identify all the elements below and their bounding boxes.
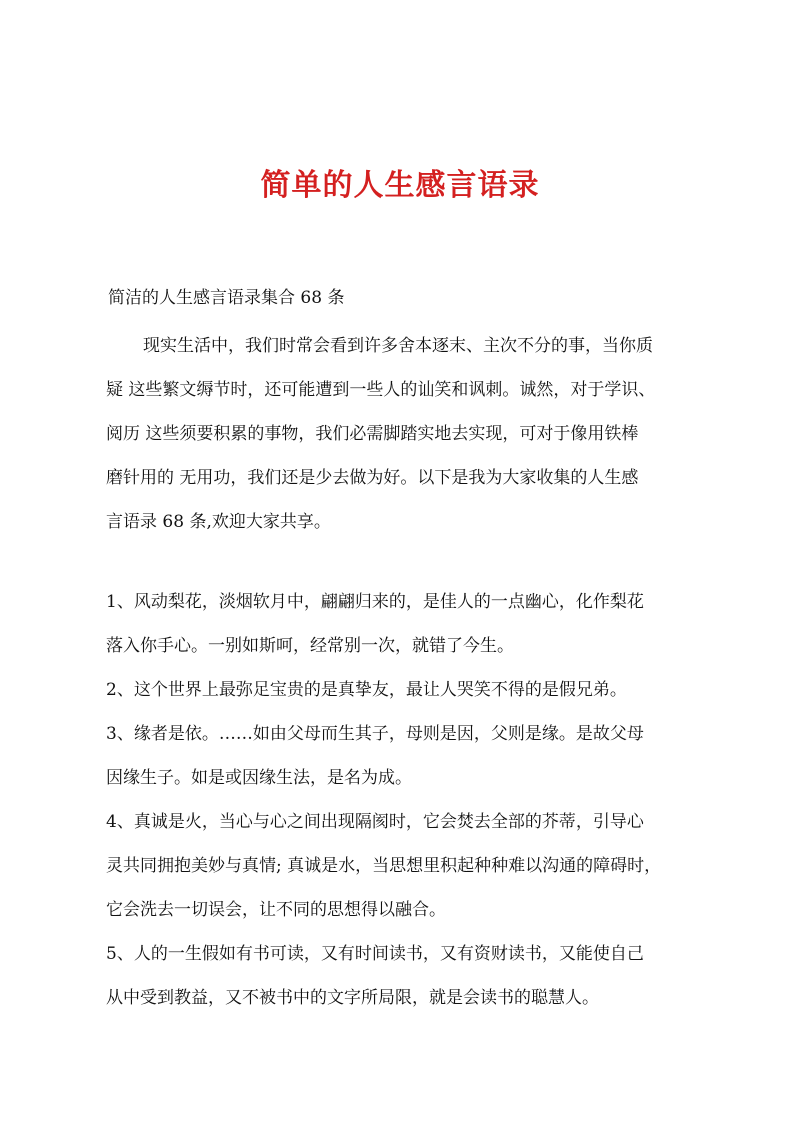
intro-paragraph bbox=[106, 324, 706, 544]
intro-line: 现实生活中，我们时常会看到许多舍本逐末、主次不分的事，当你质 bbox=[143, 336, 653, 356]
quote-line: 5、人的一生假如有书可读，又有时间读书，又有资财读书，又能使自己 bbox=[106, 944, 644, 964]
quote-line: 从中受到教益，又不被书中的文字所局限，就是会读书的聪慧人。 bbox=[106, 988, 599, 1008]
intro-line: 磨针用的 无用功，我们还是少去做为好。以下是我为大家收集的人生感 bbox=[106, 468, 639, 488]
document-subtitle: 简洁的人生感言语录集合 68 条 bbox=[108, 288, 345, 308]
document-title: 简单的人生感言语录 bbox=[260, 168, 540, 203]
quote-line: 4、真诚是火，当心与心之间出现隔阂时，它会焚去全部的芥蒂，引导心 bbox=[106, 812, 644, 832]
intro-line: 疑 这些繁文缛节时，还可能遭到一些人的讪笑和讽刺。诚然，对于学识、 bbox=[106, 380, 656, 400]
quote-line: 落入你手心。一别如斯呵，经常别一次，就错了今生。 bbox=[106, 636, 514, 656]
quote-line: 3、缘者是依。……如由父母而生其子，母则是因，父则是缘。是故父母 bbox=[106, 724, 644, 744]
intro-line: 言语录 68 条,欢迎大家共享。 bbox=[106, 512, 331, 532]
intro-line: 阅历 这些须要积累的事物，我们必需脚踏实地去实现，可对于像用铁棒 bbox=[106, 424, 639, 444]
quote-line: 因缘生子。如是或因缘生法，是名为成。 bbox=[106, 768, 412, 788]
quote-line: 2、这个世界上最弥足宝贵的是真挚友，最让人哭笑不得的是假兄弟。 bbox=[106, 680, 627, 700]
quote-list bbox=[106, 580, 706, 1020]
quote-line: 1、风动梨花，淡烟软月中，翩翩归来的，是佳人的一点幽心，化作梨花 bbox=[106, 592, 644, 612]
quote-line: 它会洗去一切误会，让不同的思想得以融合。 bbox=[106, 900, 446, 920]
quote-line: 灵共同拥抱美妙与真情; 真诚是水，当思想里积起种种难以沟通的障碍时， bbox=[106, 856, 662, 876]
